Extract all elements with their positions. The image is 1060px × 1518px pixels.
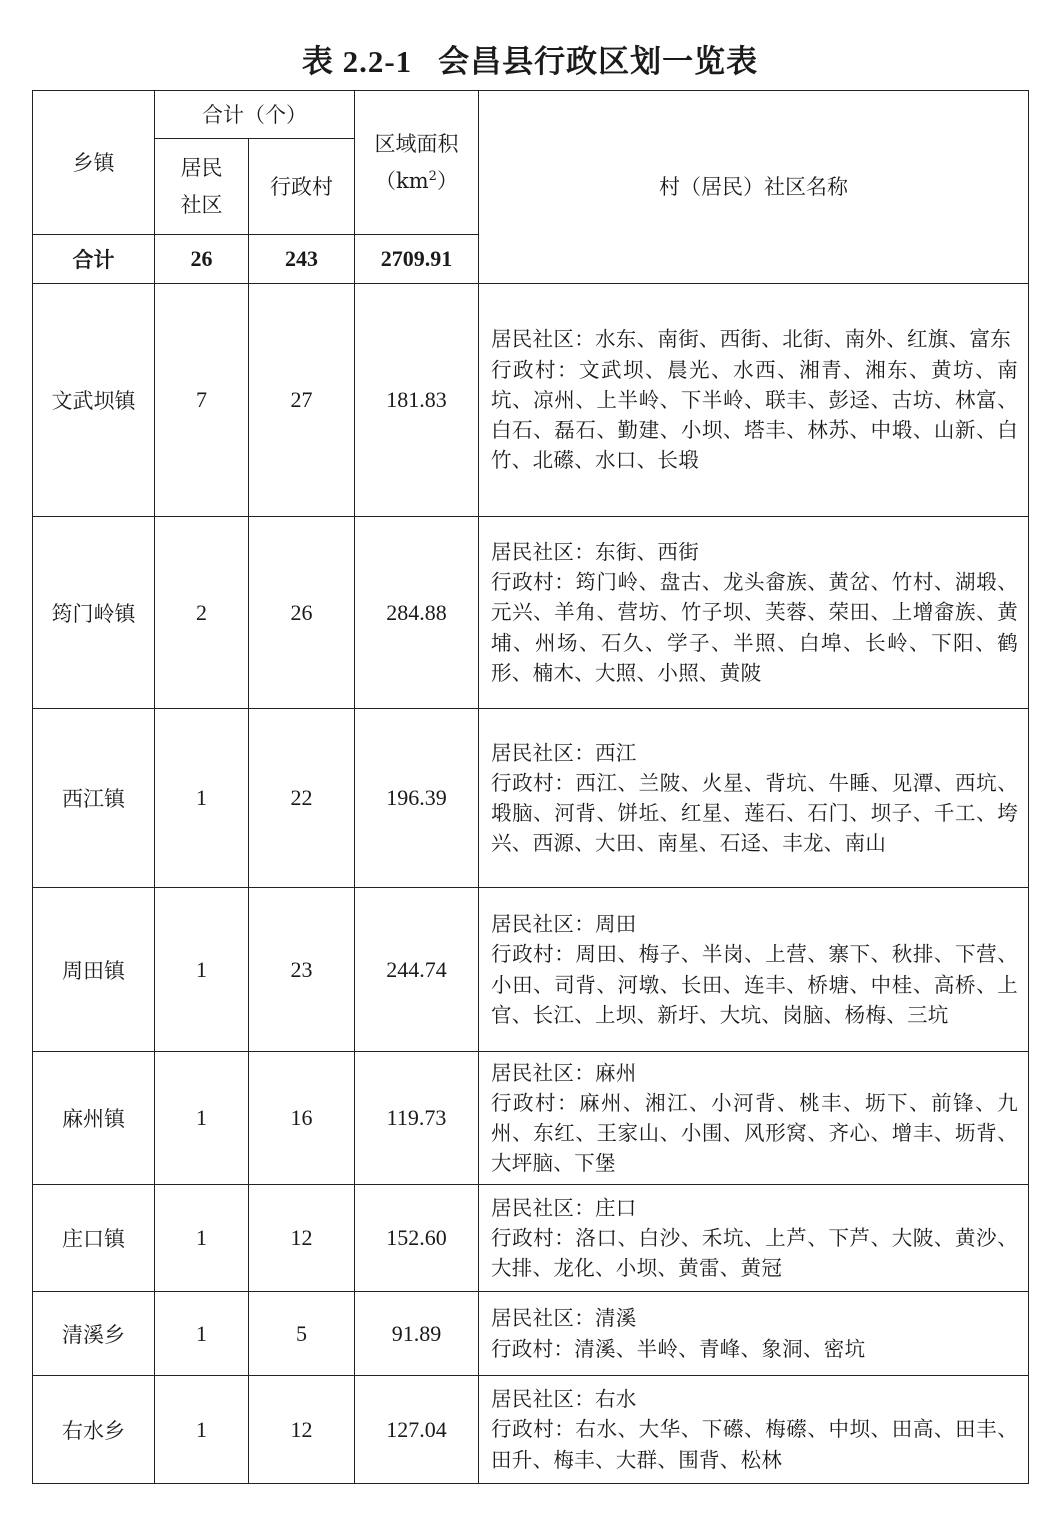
table-number: 表 2.2-1 <box>301 44 413 79</box>
names-cell <box>479 284 1029 517</box>
total-area: 2709.91 <box>355 235 479 284</box>
table-row <box>33 1185 1029 1292</box>
resident-communities-text: 居民社区：庄口 <box>491 1195 637 1220</box>
township-cell: 庄口镇 <box>33 1185 155 1292</box>
table-row <box>33 709 1029 888</box>
admin-villages-text: 行政村：西江、兰陂、火星、背坑、牛睡、见潭、西坑、塅脑、河背、饼坵、红星、莲石、石门、坝子、千工、垮兴、西源、大田、南星、石迳、丰龙、南山 <box>491 770 1018 856</box>
resident-communities-text: 居民社区：右水 <box>491 1387 637 1412</box>
area-cell: 196.39 <box>355 709 479 888</box>
header-names: 村（居民）社区名称 <box>479 91 1029 284</box>
total-communities: 26 <box>155 235 249 284</box>
resident-communities-text: 居民社区：清溪 <box>491 1306 637 1331</box>
township-cell: 文武坝镇 <box>33 284 155 517</box>
header-admin-village: 行政村 <box>249 139 355 235</box>
names-cell <box>479 709 1029 888</box>
header-area <box>355 91 479 235</box>
admin-villages-text: 行政村：文武坝、晨光、水西、湘青、湘东、黄坊、南坑、凉州、上半岭、下半岭、联丰、彭迳、古坊、林富、白石、磊石、勤建、小坝、塔丰、林苏、中塅、山新、白竹、北礤、水口、长塅 <box>491 357 1018 473</box>
communities-cell: 7 <box>155 284 249 517</box>
communities-cell: 1 <box>155 709 249 888</box>
communities-cell: 1 <box>155 1185 249 1292</box>
township-cell: 西江镇 <box>33 709 155 888</box>
communities-cell: 1 <box>155 1376 249 1484</box>
table-row <box>33 517 1029 709</box>
communities-cell: 2 <box>155 517 249 709</box>
villages-cell: 22 <box>249 709 355 888</box>
table-row <box>33 1052 1029 1185</box>
township-cell: 右水乡 <box>33 1376 155 1484</box>
admin-villages-text: 行政村：右水、大华、下礤、梅礤、中坝、田高、田丰、田升、梅丰、大群、围背、松林 <box>491 1417 1018 1472</box>
names-cell <box>479 888 1029 1052</box>
communities-cell: 1 <box>155 1052 249 1185</box>
table-row <box>33 888 1029 1052</box>
table-caption: 会昌县行政区划一览表 <box>438 44 759 80</box>
table-row <box>33 1376 1029 1484</box>
resident-communities-text: 居民社区：东街、西街 <box>491 539 699 564</box>
area-cell: 284.88 <box>355 517 479 709</box>
resident-communities-text: 居民社区：周田 <box>491 912 637 937</box>
communities-cell: 1 <box>155 1292 249 1376</box>
names-cell <box>479 1376 1029 1484</box>
area-cell: 244.74 <box>355 888 479 1052</box>
table-title <box>0 36 1060 81</box>
township-cell: 周田镇 <box>33 888 155 1052</box>
villages-cell: 27 <box>249 284 355 517</box>
names-cell <box>479 1052 1029 1185</box>
header-area-line1: 区域面积 <box>374 131 459 156</box>
admin-villages-text: 行政村：周田、梅子、半岗、上营、寨下、秋排、下营、小田、司背、河墩、长田、连丰、桥塘、中桂、高桥、上官、长江、上坝、新圩、大坑、岗脑、杨梅、三坑 <box>491 942 1018 1027</box>
admin-villages-text: 行政村：清溪、半岭、青峰、象洞、密坑 <box>491 1336 866 1361</box>
header-total-group: 合计（个） <box>155 91 355 139</box>
villages-cell: 16 <box>249 1052 355 1185</box>
resident-communities-text: 居民社区：水东、南街、西街、北街、南外、红旗、富东 <box>491 327 1011 352</box>
area-cell: 91.89 <box>355 1292 479 1376</box>
admin-villages-text: 行政村：麻州、湘江、小河背、桃丰、坜下、前锋、九州、东红、王家山、小围、风形窝、齐心、增丰、坜背、大坪脑、下堡 <box>491 1090 1018 1176</box>
township-cell: 麻州镇 <box>33 1052 155 1185</box>
total-villages: 243 <box>249 235 355 284</box>
villages-cell: 26 <box>249 517 355 709</box>
resident-communities-text: 居民社区：西江 <box>491 740 637 765</box>
admin-division-table <box>32 90 1029 1484</box>
villages-cell: 12 <box>249 1376 355 1484</box>
table-row <box>33 284 1029 517</box>
communities-cell: 1 <box>155 888 249 1052</box>
resident-communities-text: 居民社区：麻州 <box>491 1060 637 1085</box>
villages-cell: 12 <box>249 1185 355 1292</box>
area-cell: 152.60 <box>355 1185 479 1292</box>
villages-cell: 5 <box>249 1292 355 1376</box>
names-cell <box>479 1185 1029 1292</box>
header-area-line2: $(km^2)$ <box>375 168 458 193</box>
area-cell: 181.83 <box>355 284 479 517</box>
names-cell <box>479 1292 1029 1376</box>
admin-villages-text: 行政村：洛口、白沙、禾坑、上芦、下芦、大陂、黄沙、大排、龙化、小坝、黄雷、黄冠 <box>491 1225 1018 1281</box>
township-cell: 筠门岭镇 <box>33 517 155 709</box>
admin-villages-text: 行政村：筠门岭、盘古、龙头畲族、黄岔、竹村、湖塅、元兴、羊角、营坊、竹子坝、芙蓉、荣田、上增畲族、黄埔、州场、石久、学子、半照、白埠、长岭、下阳、鹤形、楠木、大照、小照、黄陂 <box>491 570 1018 685</box>
area-cell: 127.04 <box>355 1376 479 1484</box>
total-label: 合计 <box>33 235 155 284</box>
names-cell <box>479 517 1029 709</box>
area-cell: 119.73 <box>355 1052 479 1185</box>
villages-cell: 23 <box>249 888 355 1052</box>
township-cell: 清溪乡 <box>33 1292 155 1376</box>
header-township: 乡镇 <box>33 91 155 235</box>
table-row <box>33 1292 1029 1376</box>
header-resident-community: 居民 社区 <box>155 139 249 235</box>
